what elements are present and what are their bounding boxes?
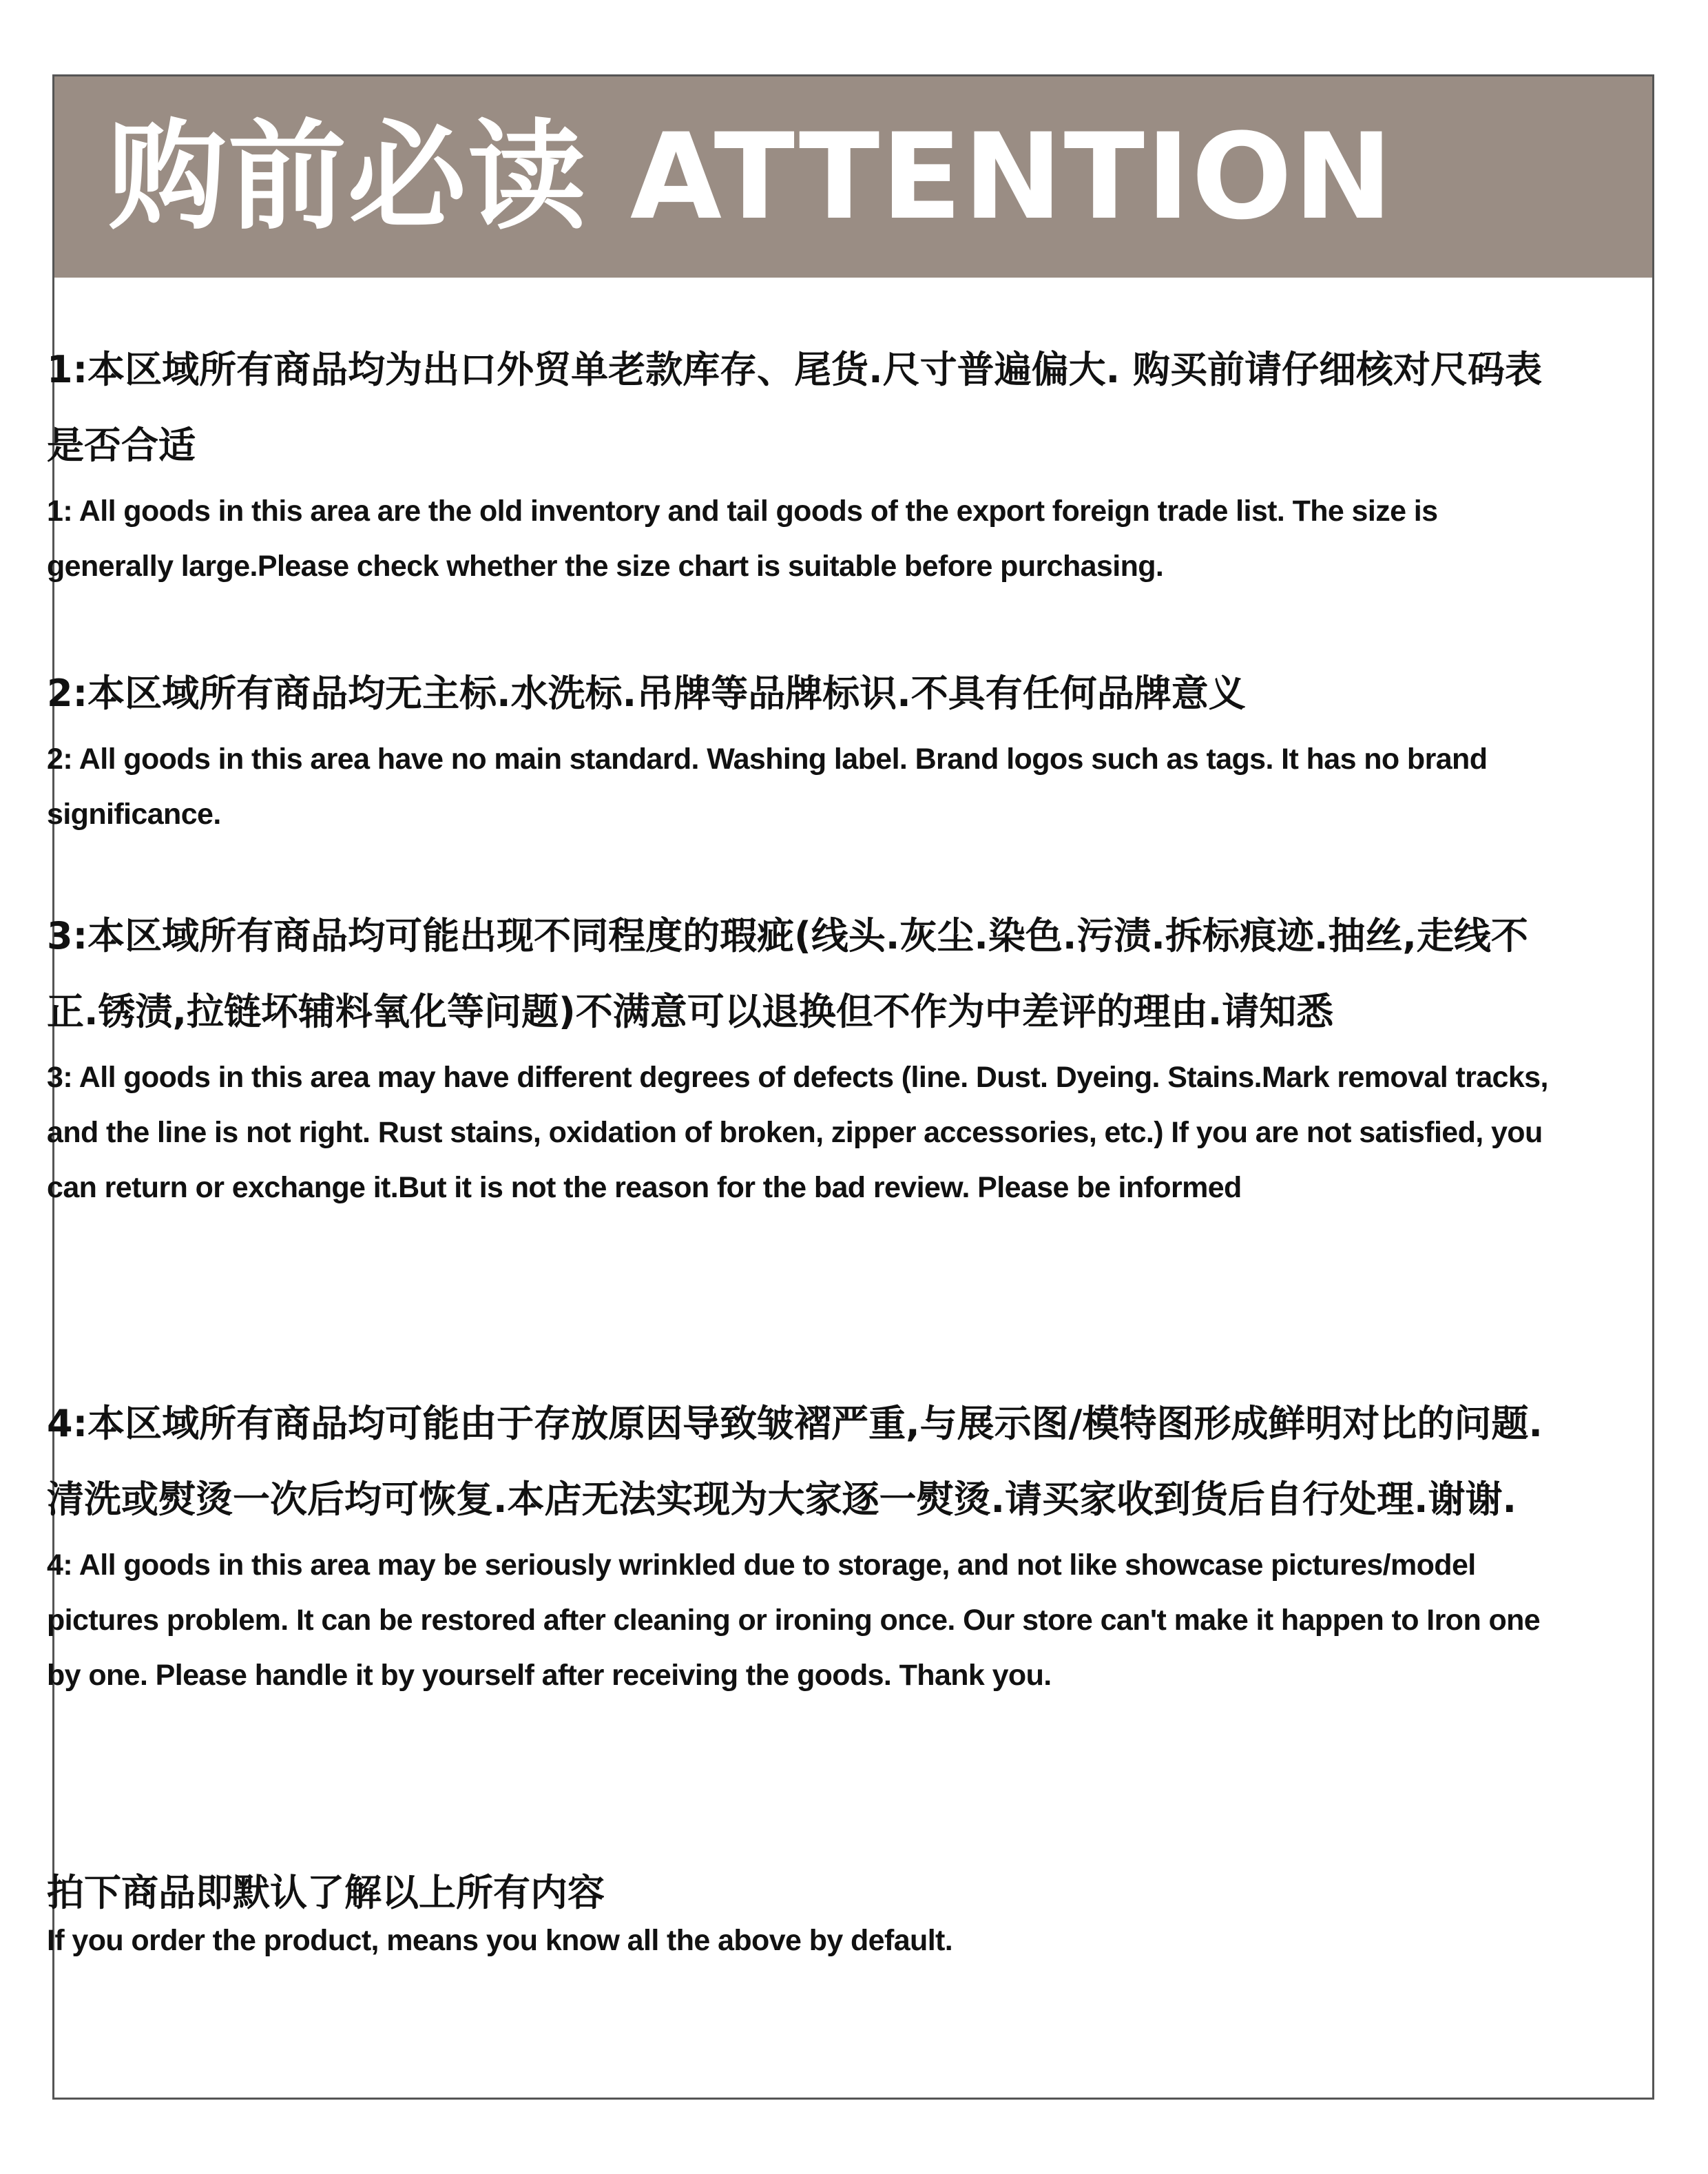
notice-1 [47, 332, 1562, 594]
notice-4-cn: 4:本区域所有商品均可能由于存放原因导致皱褶严重,与展示图/模特图形成鲜明对比的问题.清洗或熨烫一次后均可恢复.本店无法实现为大家逐一熨烫.请买家收到货后自行处理.谢谢. [47, 1402, 1543, 1521]
notice-5 [47, 1865, 1562, 1960]
notice-1-cn: 1:本区域所有商品均为出口外贸单老款库存、尾货.尺寸普遍偏大. 购买前请仔细核对尺码表是否合适 [47, 348, 1542, 467]
page-title: 购前必读 ATTENTION [108, 107, 1395, 246]
notice-4 [47, 1386, 1562, 1703]
notice-3-cn: 3:本区域所有商品均可能出现不同程度的瑕疵(线头.灰尘.染色.污渍.拆标痕迹.抽丝,走线不正.锈渍,拉链坏辅料氧化等问题)不满意可以退换但不作为中差评的理由.请知悉 [47, 914, 1528, 1033]
notice-4-en: 4: All goods in this area may be seriously wrinkled due to storage, and not like showcase pictures/model pictures problem. It can be restored after cleaning or ironing once. Our store can't make it happen to Iron one by one. Please handle it by yourself after receiving the goods. Thank you. [47, 1549, 1541, 1692]
notice-5-en: If you order the product, means you know all the above by default. [47, 1924, 953, 1957]
header-banner [54, 76, 1652, 278]
notice-3-en: 3: All goods in this area may have different degrees of defects (line. Dust. Dyeing. Stains.Mark removal tracks, and the line is not right. Rust stains, oxidation of broken, zipper accessories, etc.) If you are not satisfied, you can return or exchange it.But it is not the reason for the bad review. Please be informed [47, 1061, 1548, 1204]
notice-3 [47, 898, 1562, 1215]
notice-2-en: 2: All goods in this area have no main standard. Washing label. Brand logos such as tags. It has no brand significance. [47, 743, 1488, 831]
notice-2 [47, 656, 1562, 842]
notice-1-en: 1: All goods in this area are the old inventory and tail goods of the export foreign trade list. The size is generally large.Please check whether the size chart is suitable before purchasing. [47, 495, 1438, 583]
notice-5-cn: 拍下商品即默认了解以上所有内容 [47, 1871, 605, 1914]
notice-2-cn: 2:本区域所有商品均无主标.水洗标.吊牌等品牌标识.不具有任何品牌意义 [47, 672, 1246, 715]
